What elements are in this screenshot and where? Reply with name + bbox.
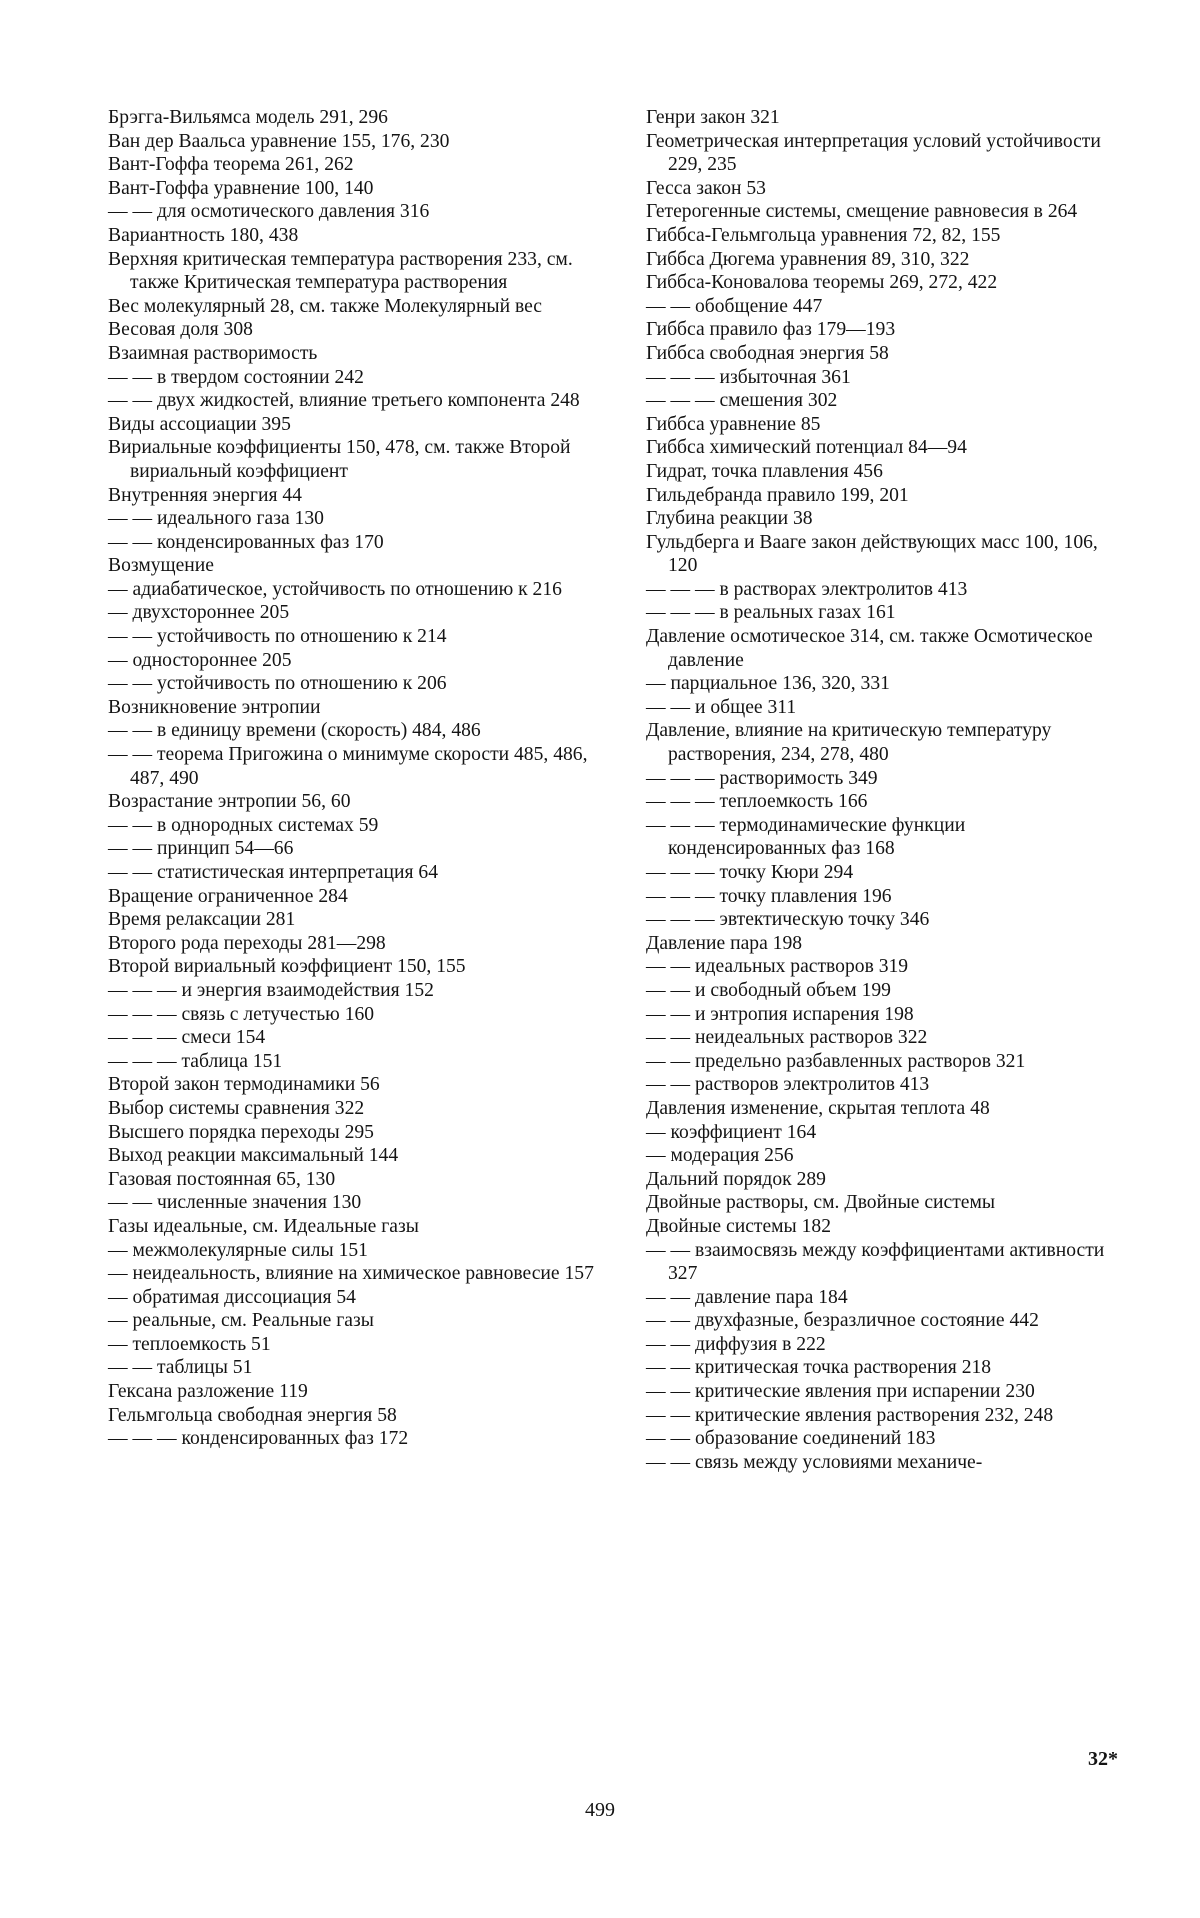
index-entry: Давление, влияние на критическую температуру растворения, 234, 278, 480 <box>646 720 1052 766</box>
index-entry: — — для осмотического давления 316 <box>108 201 430 223</box>
index-entry: Вес молекулярный 28, см. также Молекулярный вес <box>108 295 542 317</box>
index-entry: — двухстороннее 205 <box>108 602 290 624</box>
index-entry: Выход реакции максимальный 144 <box>108 1145 399 1167</box>
index-entry: — — в твердом состоянии 242 <box>108 366 364 388</box>
index-entry: — — статистическая интерпретация 64 <box>108 862 439 883</box>
index-entry: Возрастание энтропии 56, 60 <box>108 791 351 813</box>
index-entry: Гильдебранда правило 199, 201 <box>646 484 909 506</box>
index-entry: — модерация 256 <box>646 1145 794 1167</box>
index-entry: — — — термодинамические функции конденсированных фаз 168 <box>646 814 966 860</box>
index-entry: — — и энтропия испарения 198 <box>646 1003 914 1025</box>
index-entry: Гиббса уравнение 85 <box>646 413 821 435</box>
index-entry: — — двухфазные, безразличное состояние 442 <box>646 1310 1039 1332</box>
index-entry: Возмущение <box>108 555 214 577</box>
index-entry: — — идеальных растворов 319 <box>646 956 909 978</box>
index-entry: — — — связь с летучестью 160 <box>108 1003 375 1025</box>
page-number: 499 <box>585 1799 615 1821</box>
index-entry: — — таблицы 51 <box>108 1357 253 1379</box>
index-entry: — — связь между условиями механиче- <box>646 1451 983 1473</box>
index-entry: — — — смеси 154 <box>108 1027 266 1049</box>
index-entry: — — образование соединений 183 <box>646 1428 936 1450</box>
index-entry: — адиабатическое, устойчивость по отношению к 216 <box>108 578 562 600</box>
index-entry: — — — точку Кюри 294 <box>646 862 854 883</box>
index-entry: — — — в растворах электролитов 413 <box>646 578 968 600</box>
index-entry: Гиббса Дюгема уравнения 89, 310, 322 <box>646 248 970 270</box>
index-entry: — — и общее 311 <box>646 696 797 718</box>
index-entry: Гексана разложение 119 <box>108 1381 308 1403</box>
index-entry: — — — эвтектическую точку 346 <box>646 909 930 931</box>
index-entry: Возникновение энтропии <box>108 696 321 718</box>
index-entry: Гельмгольца свободная энергия 58 <box>108 1404 397 1426</box>
index-entry: Высшего порядка переходы 295 <box>108 1121 374 1143</box>
index-entry: Давления изменение, скрытая теплота 48 <box>646 1097 990 1119</box>
index-entry: Вант-Гоффа теорема 261, 262 <box>108 154 354 176</box>
index-entry: Гиббса-Коновалова теоремы 269, 272, 422 <box>646 272 998 294</box>
index-entry: Взаимная растворимость <box>108 342 318 364</box>
index-entry: — обратимая диссоциация 54 <box>108 1286 356 1308</box>
index-entry: Гиббса-Гельмгольца уравнения 72, 82, 155 <box>646 224 1001 246</box>
index-entry: Газы идеальные, см. Идеальные газы <box>108 1215 419 1237</box>
index-entry: — — двух жидкостей, влияние третьего компонента 248 <box>108 390 580 412</box>
index-entry: — — численные значения 130 <box>108 1192 362 1214</box>
index-entry: — — — таблица 151 <box>108 1050 283 1072</box>
index-entry: — — и свободный объем 199 <box>646 979 891 1001</box>
index-entry: Гульдберга и Вааге закон действующих масс 100, 106, 120 <box>646 531 1098 577</box>
index-entry: — теплоемкость 51 <box>108 1333 271 1355</box>
index-entry: — — диффузия в 222 <box>646 1333 826 1355</box>
index-entry: Ван дер Ваальса уравнение 155, 176, 230 <box>108 130 450 152</box>
index-entry: — — принцип 54—66 <box>108 838 294 860</box>
index-entry: — — — в реальных газах 161 <box>646 602 896 624</box>
index-entry: — — — смешения 302 <box>646 390 838 412</box>
index-entry: Гиббса химический потенциал 84—94 <box>646 437 967 459</box>
index-column-left <box>108 106 594 1451</box>
index-entry: — неидеальность, влияние на химическое равновесие 157 <box>108 1263 594 1285</box>
index-entry: — — критическая точка растворения 218 <box>646 1357 992 1379</box>
index-entry: — — в единицу времени (скорость) 484, 486 <box>108 720 481 742</box>
index-entry: Второй закон термодинамики 56 <box>108 1074 380 1096</box>
index-entry: — — в однородных системах 59 <box>108 814 379 836</box>
index-entry: — коэффициент 164 <box>646 1121 817 1143</box>
index-entry: — одностороннее 205 <box>108 649 292 671</box>
index-entry: Давление пара 198 <box>646 932 803 954</box>
index-entry: — парциальное 136, 320, 331 <box>646 673 890 695</box>
index-entry: — — идеального газа 130 <box>108 508 324 530</box>
index-entry: — — критические явления растворения 232, 248 <box>646 1404 1054 1426</box>
index-entry: — — неидеальных растворов 322 <box>646 1027 928 1049</box>
index-entry: Вириальные коэффициенты 150, 478, см. также Второй вириальный коэффициент <box>108 437 571 482</box>
index-entry: Брэгга-Вильямса модель 291, 296 <box>108 107 388 128</box>
printer-signature-mark: 32* <box>1088 1748 1118 1770</box>
index-entry: Дальний порядок 289 <box>646 1168 826 1190</box>
index-entry: — — — растворимость 349 <box>646 767 878 789</box>
index-entry: Вращение ограниченное 284 <box>108 885 348 907</box>
index-entry: Выбор системы сравнения 322 <box>108 1097 365 1119</box>
index-column-right <box>646 106 1106 1474</box>
index-entry: — — — теплоемкость 166 <box>646 791 868 813</box>
index-entry: Гиббса правило фаз 179—193 <box>646 319 896 341</box>
index-entry: Давление осмотическое 314, см. также Осмотическое давление <box>646 626 1093 671</box>
index-entry: Двойные системы 182 <box>646 1215 832 1237</box>
index-entry: — межмолекулярные силы 151 <box>108 1239 368 1261</box>
index-entry: — — обобщение 447 <box>646 295 823 317</box>
index-entry: Вариантность 180, 438 <box>108 224 299 246</box>
index-entry: — — растворов электролитов 413 <box>646 1074 930 1096</box>
index-entry: Гетерогенные системы, смещение равновесия в 264 <box>646 201 1078 223</box>
index-entry: — — — конденсированных фаз 172 <box>108 1428 409 1450</box>
index-entry: — — — избыточная 361 <box>646 366 851 388</box>
index-entry: — — теорема Пригожина о минимуме скорости 485, 486, 487, 490 <box>108 744 588 789</box>
index-entry: Генри закон 321 <box>646 107 780 128</box>
index-entry: Двойные растворы, см. Двойные системы <box>646 1192 996 1214</box>
index-entry: — — — точку плавления 196 <box>646 885 892 907</box>
index-entry: — — предельно разбавленных растворов 321 <box>646 1050 1026 1072</box>
index-entry: Газовая постоянная 65, 130 <box>108 1168 336 1190</box>
index-entry: Виды ассоциации 395 <box>108 413 291 435</box>
index-entry: Гиббса свободная энергия 58 <box>646 342 889 364</box>
index-entry: — — — и энергия взаимодействия 152 <box>108 979 434 1001</box>
index-entry: Глубина реакции 38 <box>646 508 813 530</box>
index-entry: — — давление пара 184 <box>646 1286 848 1308</box>
index-entry: — — взаимосвязь между коэффициентами активности 327 <box>646 1239 1105 1285</box>
index-entry: Геометрическая интерпретация условий устойчивости 229, 235 <box>646 130 1101 176</box>
index-entry: Второго рода переходы 281—298 <box>108 932 386 954</box>
index-entry: Внутренняя энергия 44 <box>108 484 302 506</box>
index-entry: — — устойчивость по отношению к 214 <box>108 626 447 648</box>
index-entry: — — устойчивость по отношению к 206 <box>108 673 447 695</box>
index-entry: Весовая доля 308 <box>108 319 253 341</box>
index-entry: — — конденсированных фаз 170 <box>108 531 384 553</box>
index-entry: — реальные, см. Реальные газы <box>108 1310 374 1332</box>
index-entry: Вант-Гоффа уравнение 100, 140 <box>108 177 374 199</box>
index-entry: — — критические явления при испарении 230 <box>646 1381 1035 1403</box>
index-entry: Верхняя критическая температура растворения 233, см. также Критическая температура растворения <box>108 248 573 294</box>
index-entry: Второй вириальный коэффициент 150, 155 <box>108 956 466 978</box>
index-entry: Время релаксации 281 <box>108 909 296 931</box>
index-entry: Гидрат, точка плавления 456 <box>646 460 883 482</box>
index-entry: Гесса закон 53 <box>646 177 766 199</box>
